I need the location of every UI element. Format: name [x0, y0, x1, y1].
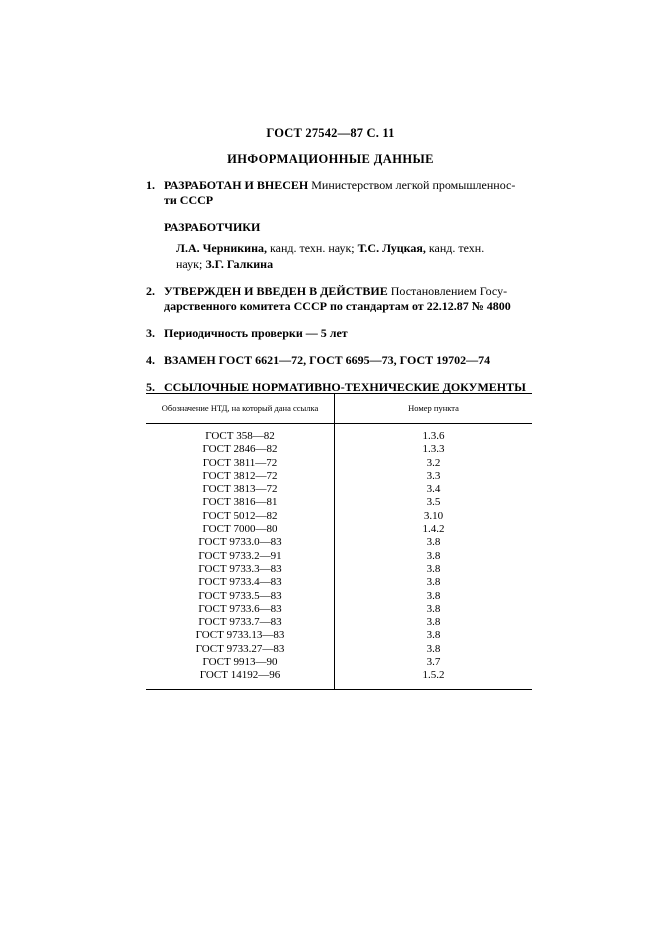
cell-designation: ГОСТ 9733.4—83	[146, 576, 335, 589]
cell-designation: ГОСТ 3816—81	[146, 496, 335, 509]
table-row	[146, 590, 532, 603]
table-row	[146, 536, 532, 549]
cell-clause: 3.8	[426, 602, 441, 615]
table-row	[146, 629, 532, 642]
cell-designation: ГОСТ 7000—80	[146, 523, 335, 536]
developer-name-3: З.Г. Галкина	[205, 257, 274, 271]
table-row	[146, 496, 532, 509]
developer-degree-3: наук;	[176, 257, 203, 271]
table-row	[146, 457, 532, 470]
section-2-rest: Постановлением Госу-	[390, 284, 508, 298]
cell-clause: 3.3	[426, 469, 441, 482]
cell-clause: 3.8	[426, 589, 441, 602]
developer-degree-1: канд. техн. наук;	[269, 241, 355, 255]
section-5-number: 5.	[146, 380, 155, 394]
table-row	[146, 616, 532, 629]
section-4-lead: ВЗАМЕН ГОСТ 6621—72, ГОСТ 6695—73, ГОСТ 19702—74	[164, 353, 491, 367]
developer-degree-2: канд. техн.	[428, 241, 485, 255]
developers-line-1	[176, 240, 546, 256]
document-content	[146, 178, 546, 395]
cell-designation: ГОСТ 9733.3—83	[146, 563, 335, 576]
table-body	[146, 424, 532, 690]
table-header-designation: Обозначение НТД, на который дана ссылка	[146, 394, 335, 424]
cell-clause: 1.3.6	[422, 430, 445, 442]
cell-clause: 3.4	[426, 483, 441, 496]
section-3-lead: Периодичность проверки — 5 лет	[164, 326, 348, 340]
cell-clause: 1.5.2	[335, 669, 533, 689]
developers-list	[176, 240, 546, 272]
table-row	[146, 669, 532, 689]
table-row	[146, 424, 532, 444]
section-1-lead: РАЗРАБОТАН И ВНЕСЕН	[164, 178, 309, 192]
section-1-line2: ти СССР	[164, 193, 214, 207]
cell-designation: ГОСТ 9733.0—83	[146, 536, 335, 549]
table-row	[146, 563, 532, 576]
section-1-number: 1.	[146, 178, 155, 192]
cell-clause: 3.2	[426, 456, 441, 469]
cell-clause: 3.10	[423, 509, 444, 522]
page-title: ИНФОРМАЦИОННЫЕ ДАННЫЕ	[227, 152, 434, 166]
section-2-lead: УТВЕРЖДЕН И ВВЕДЕН В ДЕЙСТВИЕ	[164, 284, 388, 298]
developer-name-2: Т.С. Луцкая,	[357, 241, 426, 255]
table-header-clause: Номер пункта	[335, 394, 533, 424]
table-row	[146, 443, 532, 456]
table-row	[146, 576, 532, 589]
table-row	[146, 643, 532, 656]
table-row	[146, 603, 532, 616]
cell-clause: 3.5	[426, 496, 441, 509]
reference-documents-table	[146, 393, 532, 690]
cell-designation: ГОСТ 9733.27—83	[146, 643, 335, 656]
developers-heading: РАЗРАБОТЧИКИ	[164, 220, 261, 234]
section-3-number: 3.	[146, 326, 155, 340]
running-head: ГОСТ 27542—87 С. 11	[266, 126, 395, 140]
section-1	[146, 178, 546, 208]
table-head	[146, 394, 532, 424]
section-4	[146, 353, 546, 368]
table-row	[146, 483, 532, 496]
table-row	[146, 523, 532, 536]
cell-clause: 3.8	[426, 642, 441, 655]
cell-designation: ГОСТ 2846—82	[146, 443, 335, 456]
section-1-rest: Министерством легкой промышленнос-	[311, 178, 516, 192]
cell-designation: ГОСТ 9733.6—83	[146, 603, 335, 616]
cell-designation: ГОСТ 5012—82	[146, 510, 335, 523]
cell-clause: 1.3.3	[422, 443, 445, 456]
cell-designation: ГОСТ 9733.13—83	[146, 629, 335, 642]
cell-designation: ГОСТ 9733.5—83	[146, 590, 335, 603]
table-row	[146, 550, 532, 563]
section-4-number: 4.	[146, 353, 155, 367]
cell-designation: ГОСТ 9913—90	[146, 656, 335, 669]
cell-designation: ГОСТ 9733.7—83	[146, 616, 335, 629]
cell-clause: 1.4.2	[422, 523, 445, 536]
cell-designation: ГОСТ 14192—96	[146, 669, 335, 689]
table-header-row	[146, 394, 532, 424]
developers-line-2	[176, 256, 546, 272]
section-5-lead: ССЫЛОЧНЫЕ НОРМАТИВНО-ТЕХНИЧЕСКИЕ ДОКУМЕНТЫ	[164, 380, 526, 394]
section-2-number: 2.	[146, 284, 155, 298]
cell-clause: 3.8	[426, 629, 441, 642]
cell-clause: 3.7	[426, 656, 441, 669]
cell-clause: 3.8	[426, 536, 441, 549]
table-row	[146, 510, 532, 523]
cell-designation: ГОСТ 3811—72	[146, 457, 335, 470]
reference-documents-table-wrap	[146, 393, 532, 690]
section-2	[146, 284, 546, 314]
cell-designation: ГОСТ 3813—72	[146, 483, 335, 496]
cell-clause: 3.8	[426, 576, 441, 589]
cell-designation: ГОСТ 3812—72	[146, 470, 335, 483]
cell-clause: 3.8	[426, 549, 441, 562]
table-row	[146, 470, 532, 483]
cell-designation: ГОСТ 358—82	[146, 424, 335, 444]
cell-designation: ГОСТ 9733.2—91	[146, 550, 335, 563]
table-row	[146, 656, 532, 669]
cell-clause: 3.8	[426, 616, 441, 629]
cell-clause: 3.8	[426, 562, 441, 575]
developer-name-1: Л.А. Черникина,	[176, 241, 267, 255]
section-3	[146, 326, 546, 341]
section-2-line2: дарственного комитета СССР по стандартам от 22.12.87 № 4800	[164, 299, 511, 313]
